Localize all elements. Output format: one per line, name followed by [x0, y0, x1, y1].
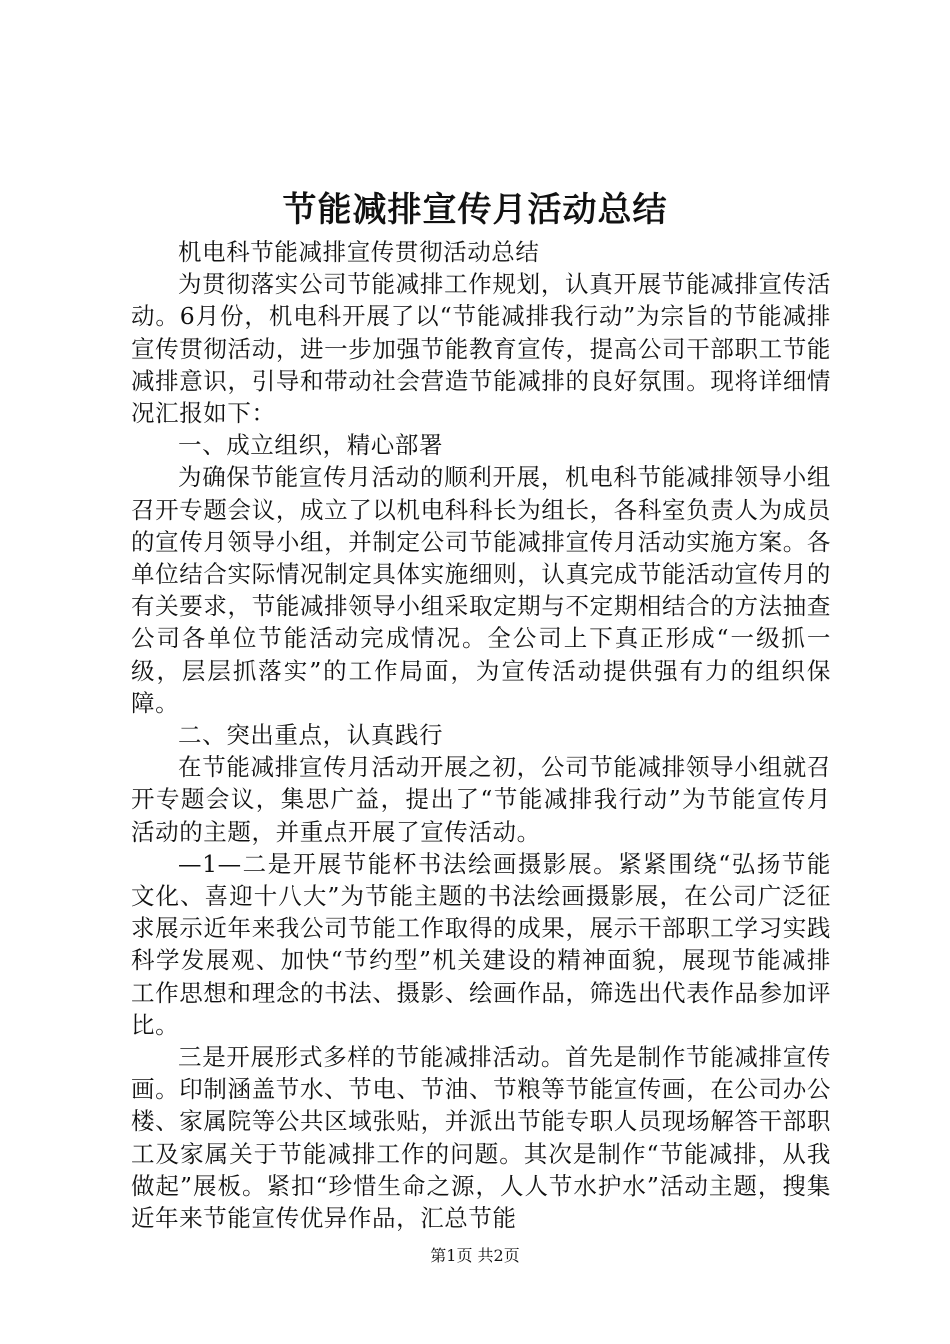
page-footer: 第1页 共2页: [430, 1246, 520, 1265]
paragraph-intro: 为贯彻落实公司节能减排工作规划，认真开展节能减排宣传活动。6月份，机电科开展了以“节能减排我行动”为宗旨的节能减排宣传贯彻活动，进一步加强节能教育宣传，提高公司干部职工节能减排意识，引导和带动社会营造节能减排的良好氛围。现将详细情况汇报如下：: [131, 270, 831, 428]
paragraph-activities: 三是开展形式多样的节能减排活动。首先是制作节能减排宣传画。印制涵盖节水、节电、节油、节粮等节能宣传画，在公司办公楼、家属院等公共区域张贴，并派出节能专职人员现场解答干部职工及家属关于节能减排工作的问题。其次是制作“节能减排，从我做起”展板。紧扣“珍惜生命之源，人人节水护水”活动主题，搜集近年来节能宣传优异作品，汇总节能: [131, 1043, 831, 1233]
document-body: [131, 236, 831, 1234]
document-title: 节能减排宣传月活动总结: [282, 190, 668, 230]
section-heading-1: 一、成立组织，精心部署: [178, 431, 444, 460]
paragraph-subtitle: 机电科节能减排宣传贯彻活动总结: [178, 238, 540, 266]
paragraph-section-2: 在节能减排宣传月活动开展之初，公司节能减排领导小组就召开专题会议，集思广益，提出了“节能减排我行动”为节能宣传月活动的主题，并重点开展了宣传活动。: [131, 753, 831, 846]
paragraph-section-1: 为确保节能宣传月活动的顺利开展，机电科节能减排领导小组召开专题会议，成立了以机电科科长为组长，各科室负责人为成员的宣传月领导小组，并制定公司节能减排宣传月活动实施方案。各单位结合实际情况制定具体实施细则，认真完成节能活动宣传月的有关要求，节能减排领导小组采取定期与不定期相结合的方法抽查公司各单位节能活动完成情况。全公司上下真正形成“一级抓一级，层层抓落实”的工作局面，为宣传活动提供强有力的组织保障。: [131, 463, 831, 717]
section-heading-2: 二、突出重点，认真践行: [178, 721, 444, 750]
paragraph-exhibition: —1—二是开展节能杯书法绘画摄影展。紧紧围绕“弘扬节能文化、喜迎十八大”为节能主题的书法绘画摄影展，在公司广泛征求展示近年来我公司节能工作取得的成果，展示干部职工学习实践科学发展观、加快“节约型”机关建设的精神面貌，展现节能减排工作思想和理念的书法、摄影、绘画作品，筛选出代表作品参加评比。: [131, 849, 831, 1039]
